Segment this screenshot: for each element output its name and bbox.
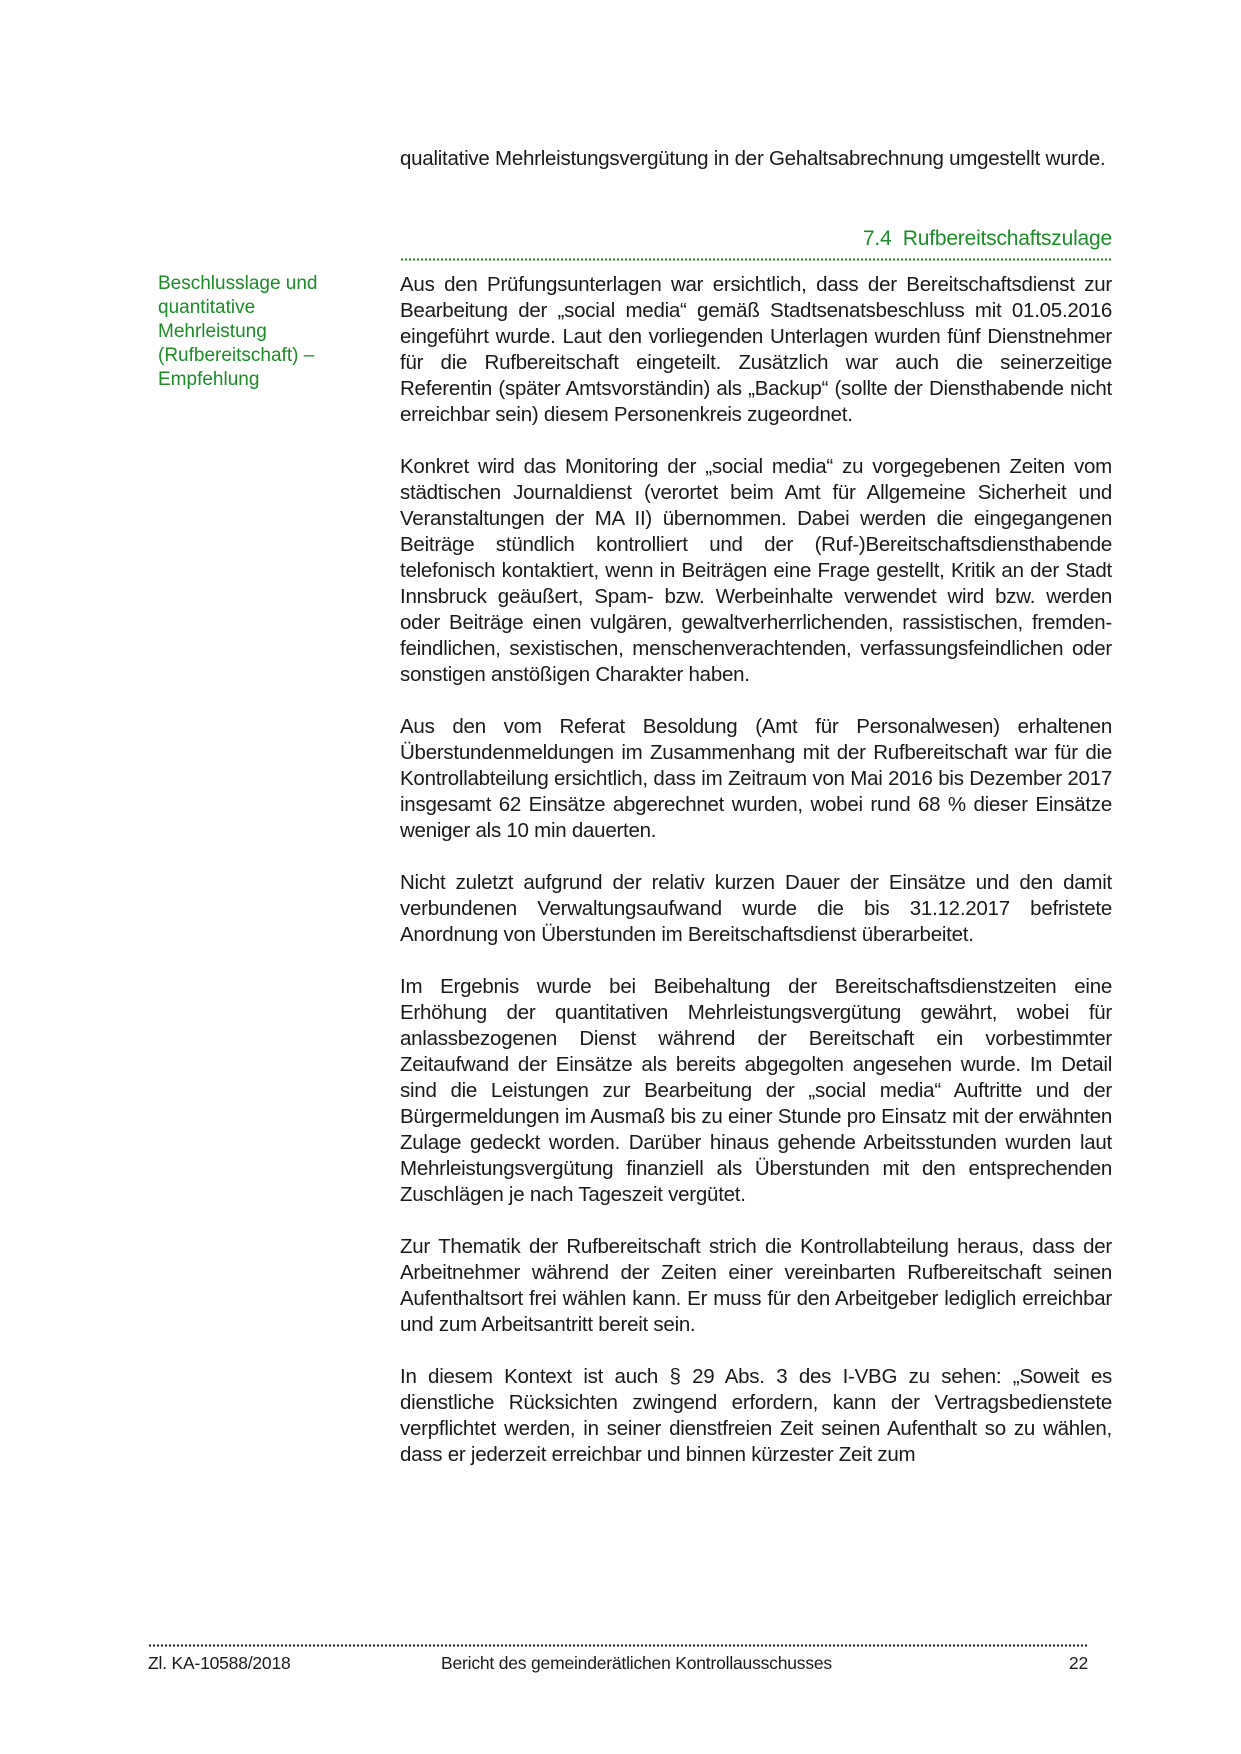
- section-title: Rufbereitschaftszulage: [902, 227, 1112, 250]
- section-divider: [400, 258, 1112, 261]
- margin-note-line: (Rufbereitschaft) –: [158, 345, 315, 366]
- paragraph: Zur Thematik der Rufbereitschaft strich die Kontrollabteilung heraus, dass der Arbeitnehmer während der Zeiten einer vereinbarten Rufbereitschaft seinen Aufenthaltsort frei wählen kann. Er muss für den Arbeitgeber lediglich erreichbar und zum Arbeitsantritt bereit sein.: [400, 1235, 1112, 1336]
- section-number: 7.4: [862, 227, 892, 250]
- page-number: 22: [1068, 1653, 1088, 1673]
- paragraph: Aus den Prüfungsunterlagen war ersichtlich, dass der Bereitschaftsdienst zur Bearbeitung der „social media“ gemäß Stadtsenatsbeschluss mit 01.05.2016 eingeführt wurde. Laut den vorliegenden Unterlagen wurden fünf Dienstnehmer für die Rufbereitschaft eingeteilt. Zusätzlich war auch die seinerzeitige Referentin (später Amtsvorständin) als „Backup“ (sollte der Diensthabende nicht erreichbar sein) diesem Personenkreis zugeordnet.: [400, 273, 1112, 426]
- body-text: [400, 272, 1112, 1468]
- section-heading: [400, 226, 1112, 252]
- footer-reference: Zl. KA-10588/2018: [148, 1653, 291, 1673]
- paragraph: In diesem Kontext ist auch § 29 Abs. 3 des I-VBG zu sehen: „Soweit es dienstliche Rücksichten zwingend erfordern, kann der Vertragsbedienstete verpflichtet werden, in seiner dienstfreien Zeit seinen Aufenthalt so zu wählen, dass er jederzeit erreichbar und binnen kürzester Zeit zum: [400, 1365, 1112, 1466]
- paragraph: Konkret wird das Monitoring der „social media“ zu vorgegebenen Zeiten vom städtischen Journaldienst (verortet beim Amt für Allgemeine Sicherheit und Veranstaltungen der MA II) übernommen. Dabei werden die eingegangenen Beiträge stündlich kontrolliert und der (Ruf-)Bereitschaftsdiensthabende telefonisch kontaktiert, wenn in Beiträgen eine Frage gestellt, Kritik an der Stadt Innsbruck geäußert, Spam- bzw. Werbeinhalte verwendet wird bzw. werden oder Beiträge einen vulgären, gewaltverherrlichenden, rassistischen, fremden-feindlichen, sexistischen, menschenverachtenden, verfassungsfeindlichen oder sonstigen anstößigen Charakter haben.: [400, 455, 1112, 686]
- margin-note-line: Beschlusslage und: [158, 273, 318, 294]
- paragraph: Im Ergebnis wurde bei Beibehaltung der Bereitschaftsdienstzeiten eine Erhöhung der quantitativen Mehrleistungsvergütung gewährt, wobei für anlassbezogenen Dienst während der Bereitschaft ein vorbestimmter Zeitaufwand der Einsätze als bereits abgegolten angesehen wurde. Im Detail sind die Leistungen zur Bearbeitung der „social media“ Auftritte und der Bürgermeldungen im Ausmaß bis zu einer Stunde pro Einsatz mit der erwähnten Zulage gedeckt worden. Darüber hinaus gehende Arbeitsstunden wurden laut Mehrleistungsvergütung finanziell als Überstunden mit den entsprechenden Zuschlägen je nach Tageszeit vergütet.: [400, 975, 1112, 1206]
- page-footer: [148, 1652, 1088, 1674]
- margin-note-line: Mehrleistung: [158, 321, 267, 342]
- paragraph: Nicht zuletzt aufgrund der relativ kurzen Dauer der Einsätze und den damit verbundenen Verwaltungsaufwand wurde die bis 31.12.2017 befristete Anordnung von Überstunden im Bereitschaftsdienst überarbeitet.: [400, 871, 1112, 946]
- footer-divider: [148, 1644, 1088, 1647]
- section-heading-block: [400, 226, 1112, 261]
- intro-block: [400, 146, 1112, 172]
- footer-title: Bericht des gemeinderätlichen Kontrollausschusses: [441, 1653, 832, 1673]
- paragraph: Aus den vom Referat Besoldung (Amt für Personalwesen) erhaltenen Überstundenmeldungen im Zusammenhang mit der Rufbereitschaft war für die Kontrollabteilung ersichtlich, dass im Zeitraum von Mai 2016 bis Dezember 2017 insgesamt 62 Einsätze abgerechnet wurden, wobei rund 68 % dieser Einsätze weniger als 10 min dauerten.: [400, 715, 1112, 842]
- margin-note-line: quantitative: [158, 297, 256, 318]
- margin-note: [158, 272, 348, 392]
- margin-note-line: Empfehlung: [158, 369, 260, 390]
- intro-paragraph: qualitative Mehrleistungsvergütung in der Gehaltsabrechnung umgestellt wurde.: [400, 147, 1106, 170]
